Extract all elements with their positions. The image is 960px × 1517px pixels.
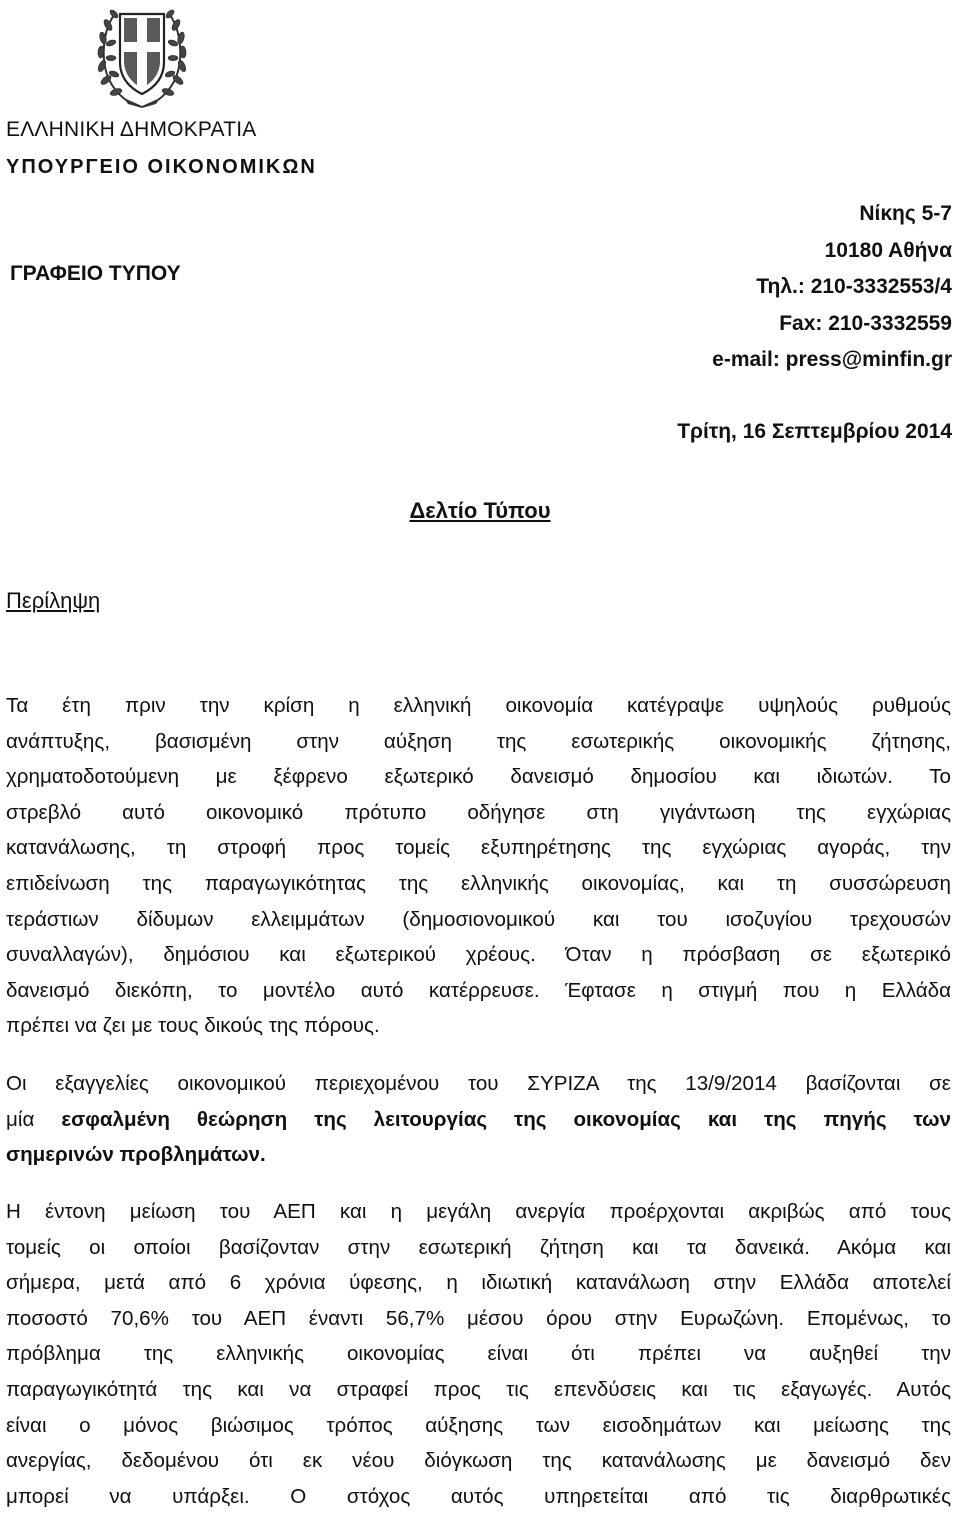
paragraph-line: ανεργίας, δεδομένου ότι εκ νέου διόγκωση της κατανάλωσης με δανεισμό δεν [6,1449,951,1473]
paragraph-line: σήμερα, μετά από 6 χρόνια ύφεσης, η ιδιωτική κατανάλωση στην Ελλάδα αποτελεί [6,1271,951,1295]
contact-fax: Fax: 210-3332559 [779,311,952,335]
paragraph-line: πρέπει να ζει με τους δικούς της πόρους. [6,1014,380,1038]
paragraph-line: δανεισμό διεκόπη, το μοντέλο αυτό κατέρρευσε. Έφτασε η στιγμή που η Ελλάδα [6,978,951,1002]
paragraph-line [6,1137,951,1173]
paragraph-line: μπορεί να υπάρξει. Ο στόχος αυτός υπηρετείται από τις διαρθρωτικές [6,1484,951,1508]
emphasized-text: σημερινών προβλημάτων. [6,1143,266,1167]
paragraph-line: τομείς οι οποίοι βασίζονταν στην εσωτερική ζήτηση και τα δανεικά. Ακόμα και [6,1235,951,1259]
contact-block [712,196,952,379]
paragraph-line: Οι εξαγγελίες οικονομικού περιεχομένου του ΣΥΡΙΖΑ της 13/9/2014 βασίζονται σε [6,1072,951,1095]
paragraph-line: κατανάλωσης, τη στροφή προς τομείς εξυπηρέτησης της εγχώριας αγοράς, την [6,836,951,860]
paragraph-line: είναι ο μόνος βιώσιμος τρόπος αύξησης των εισοδημάτων και μείωσης της [6,1413,951,1437]
paragraph-line: ποσοστό 70,6% του ΑΕΠ έναντι 56,7% μέσου όρου στην Ευρωζώνη. Επομένως, το [6,1306,951,1330]
press-office-label: ΓΡΑΦΕΙΟ ΤΥΠΟΥ [10,262,181,285]
paragraph-line: παραγωγικότητά της και να στραφεί προς τις επενδύσεις και τις εξαγωγές. Αυτός [6,1377,951,1401]
paragraph-text: μία [6,1107,62,1131]
contact-phone: Τηλ.: 210-3332553/4 [756,275,952,298]
emphasized-text: εσφαλμένη θεώρηση της λειτουργίας της οικονομίας και της πηγής των [61,1107,951,1131]
paragraph-line: πρόβλημα της ελληνικής οικονομίας είναι ότι πρέπει να αυξηθεί την [6,1342,951,1366]
document-title: Δελτίο Τύπου [409,498,551,523]
contact-street: Νίκης 5-7 [859,202,952,225]
paragraph-line [6,1102,951,1138]
paragraph-gdp-unemployment [6,1194,951,1514]
paragraph-syriza-announcements [6,1066,951,1173]
paragraph-line: στρεβλό αυτό οικονομικό πρότυπο οδήγησε στη γιγάντωση της εγχώριας [6,800,951,824]
country-name: ΕΛΛΗΝΙΚΗ ΔΗΜΟΚΡΑΤΙΑ [6,118,257,141]
paragraph-line: τεράστιων δίδυμων ελλειμμάτων (δημοσιονομικού και του ισοζυγίου τρεχουσών [6,907,951,931]
contact-email: e-mail: press@minfin.gr [712,348,952,371]
paragraph-line: Τα έτη πριν την κρίση η ελληνική οικονομία κατέγραψε υψηλούς ρυθμούς [6,694,951,717]
ministry-name: ΥΠΟΥΡΓΕΙΟ ΟΙΚΟΝΟΜΙΚΩΝ [6,156,317,178]
paragraph-line: επιδείνωση της παραγωγικότητας της ελληνικής οικονομίας, και τη συσσώρευση [6,871,951,895]
section-heading-summary: Περίληψη [6,588,101,613]
paragraph-line: Η έντονη μείωση του ΑΕΠ και η μεγάλη ανεργία προέρχονται ακριβώς από τους [6,1200,951,1223]
paragraph-line: συναλλαγών), δημόσιου και εξωτερικού χρέους. Όταν η πρόσβαση σε εξωτερικό [6,943,951,967]
release-date: Τρίτη, 16 Σεπτεμβρίου 2014 [677,420,952,443]
greek-coat-of-arms-emblem [96,0,188,108]
contact-city: 10180 Αθήνα [824,238,952,262]
paragraph-line: χρηματοδοτούμενη με ξέφρενο εξωτερικό δανεισμό δημοσίου και ιδιωτών. Το [6,765,951,789]
paragraph-summary [6,688,951,1044]
paragraph-line: ανάπτυξης, βασισμένη στην αύξηση της εσωτερικής οικονομικής ζήτησης, [6,729,951,753]
